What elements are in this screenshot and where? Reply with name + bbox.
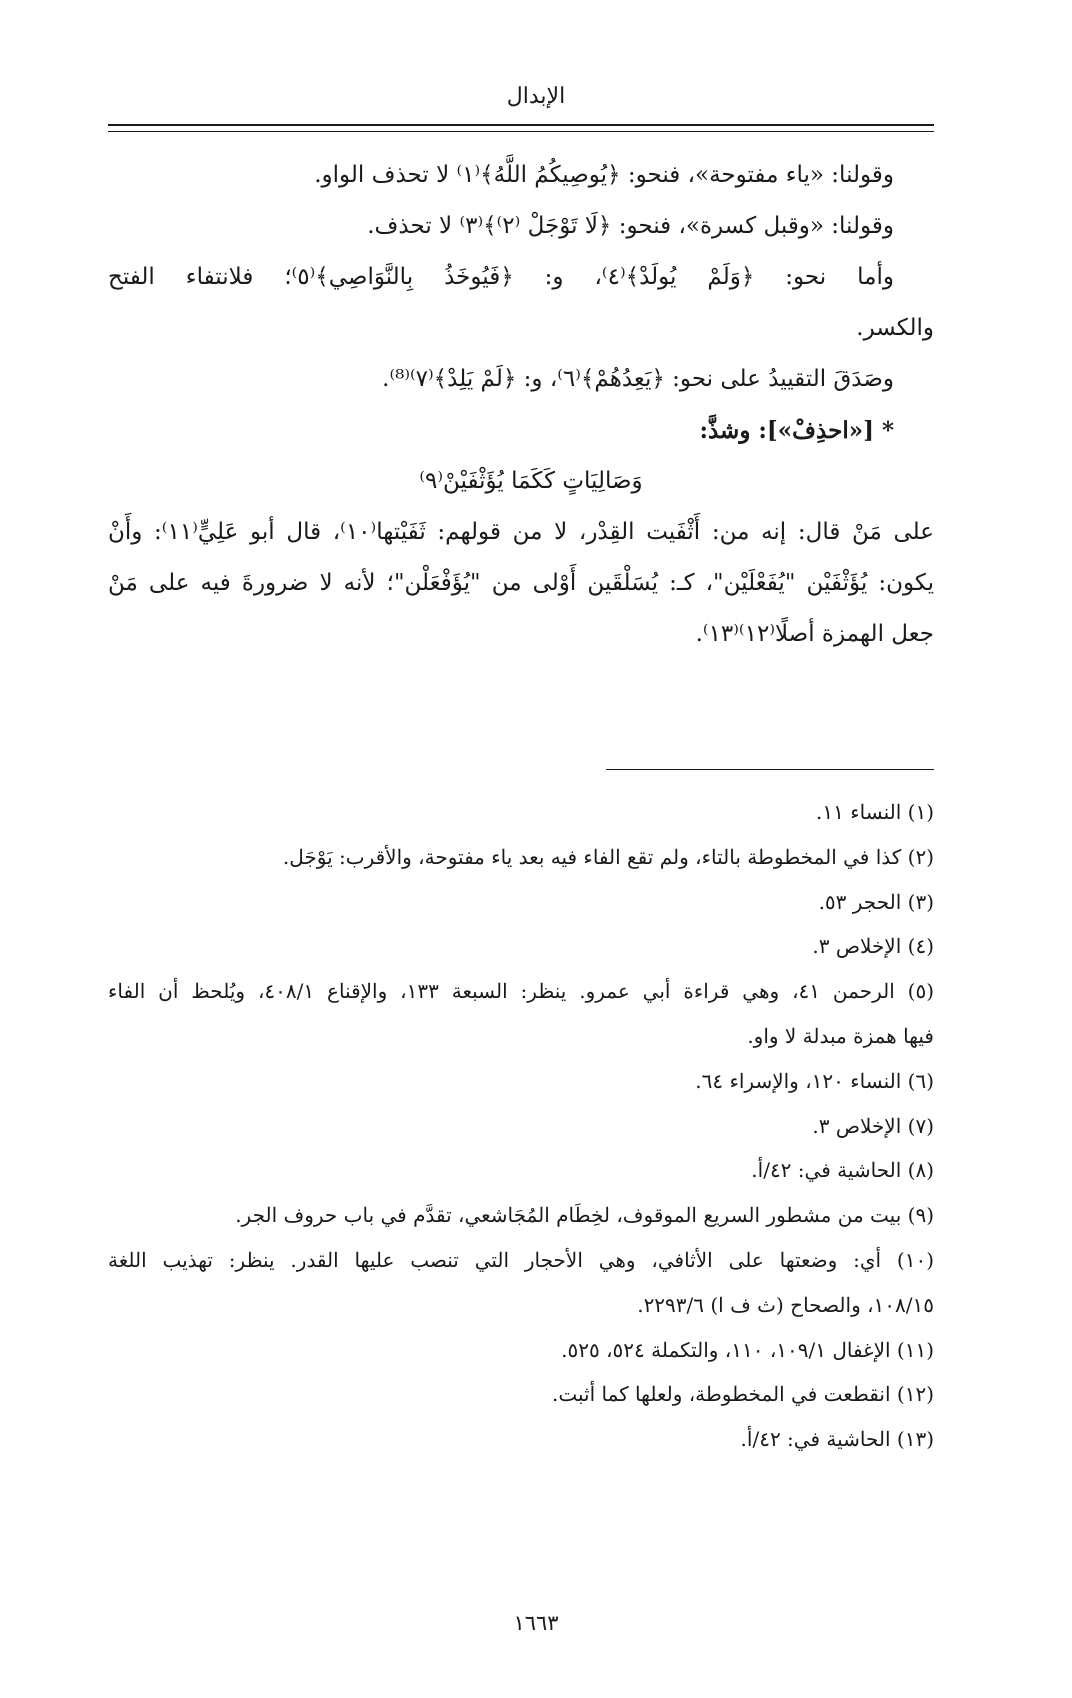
text-line: وأما نحو: ﴿وَلَمْ يُولَدْ﴾⁽٤⁾، و: ﴿فَيُوخَذُ بِالنَّوَاصِي﴾⁽٥⁾؛ فلانتفاء الفتح [108, 264, 894, 290]
footnote: (٢) كذا في المخطوطة بالتاء، ولم تقع الفاء فيه بعد ياء مفتوحة، والأقرب: يَوْجَل. [282, 844, 934, 869]
footnote: (٥) الرحمن ٤١، وهي قراءة أبي عمرو. ينظر: السبعة ١٣٣، والإقناع ٤٠٨/١، ويُلحظ أن الفاء [108, 979, 934, 1004]
text-line: والكسر. [856, 315, 934, 341]
main-text [108, 150, 934, 660]
footnotes [108, 790, 934, 1462]
text-line: يكون: يُؤَثْفَيْن "يُفَعْلَيْن"، كـ: يُسَلْقَين أَوْلى من "يُؤَفْعَلْن"؛ لأنه لا ضرورةَ فيه على مَنْ [108, 570, 934, 596]
footnote: (١) النساء ١١. [816, 800, 934, 824]
footnote: (٧) الإخلاص ٣. [812, 1113, 934, 1138]
text-line: وقولنا: «ياء مفتوحة»، فنحو: ﴿يُوصِيكُمُ اللَّهُ﴾⁽١⁾ لا تحذف الواو. [314, 162, 894, 188]
footnote: (٣) الحجر ٥٣. [818, 889, 934, 914]
text-line: وقولنا: «وقبل كسرة»، فنحو: ﴿لَا تَوْجَلْ ⁽٢⁾﴾⁽٣⁾ لا تحذف. [367, 213, 894, 239]
running-header: الإبدال [506, 84, 566, 109]
poetry-verse: وَصَالِيَاتٍ كَكَمَا يُؤَثْفَيْنْ⁽٩⁾ [419, 468, 643, 494]
header-rule-thin [108, 131, 934, 132]
footnote: (٦) النساء ١٢٠، والإسراء ٦٤. [695, 1068, 934, 1093]
footnote: (١٣) الحاشية في: ٤٢/أ. [740, 1427, 934, 1452]
footnote-continuation: فيها همزة مبدلة لا واو. [747, 1023, 934, 1048]
footnote: (١٢) انقطعت في المخطوطة، ولعلها كما أثبت. [551, 1382, 934, 1407]
text-line: على مَنْ قال: إنه من: أَثْفَيت القِدْر، لا من قولهم: ثَفَيْتها⁽١٠⁾، قال أبو عَلِيٍّ⁽١١⁾: وأَنْ [108, 519, 934, 545]
footnote: (٩) بيت من مشطور السريع الموقوف، لخِطَام المُجَاشعي، تقدَّم في باب حروف الجر. [235, 1203, 934, 1228]
footnote: (١١) الإغفال ١٠٩/١، ١١٠، والتكملة ٥٢٤، ٥٢٥. [561, 1337, 934, 1362]
footnote-continuation: ١٠٨/١٥، والصحاح (ث ف ا) ٢٢٩٣/٦. [637, 1292, 934, 1317]
footnote: (٨) الحاشية في: ٤٢/أ. [751, 1158, 934, 1183]
footnote: (٤) الإخلاص ٣. [812, 934, 934, 959]
header-rule-thick [108, 124, 934, 126]
section-heading: * [«احذِفْ»]: وشذَّ: [699, 417, 894, 444]
footnote-separator [606, 769, 934, 770]
page-number: ١٦٦٣ [513, 1611, 559, 1635]
footnote: (١٠) أي: وضعتها على الأثافي، وهي الأحجار التي تنصب عليها القدر. ينظر: تهذيب اللغة [108, 1247, 934, 1272]
text-line: وصَدَقَ التقييدُ على نحو: ﴿يَعِدُهُمْ﴾⁽٦⁾، و: ﴿لَمْ يَلِدْ﴾⁽٧⁾⁽⁸⁾. [382, 366, 894, 392]
text-line: جعل الهمزة أصلًا⁽١٢⁾⁽١٣⁾. [695, 621, 934, 647]
